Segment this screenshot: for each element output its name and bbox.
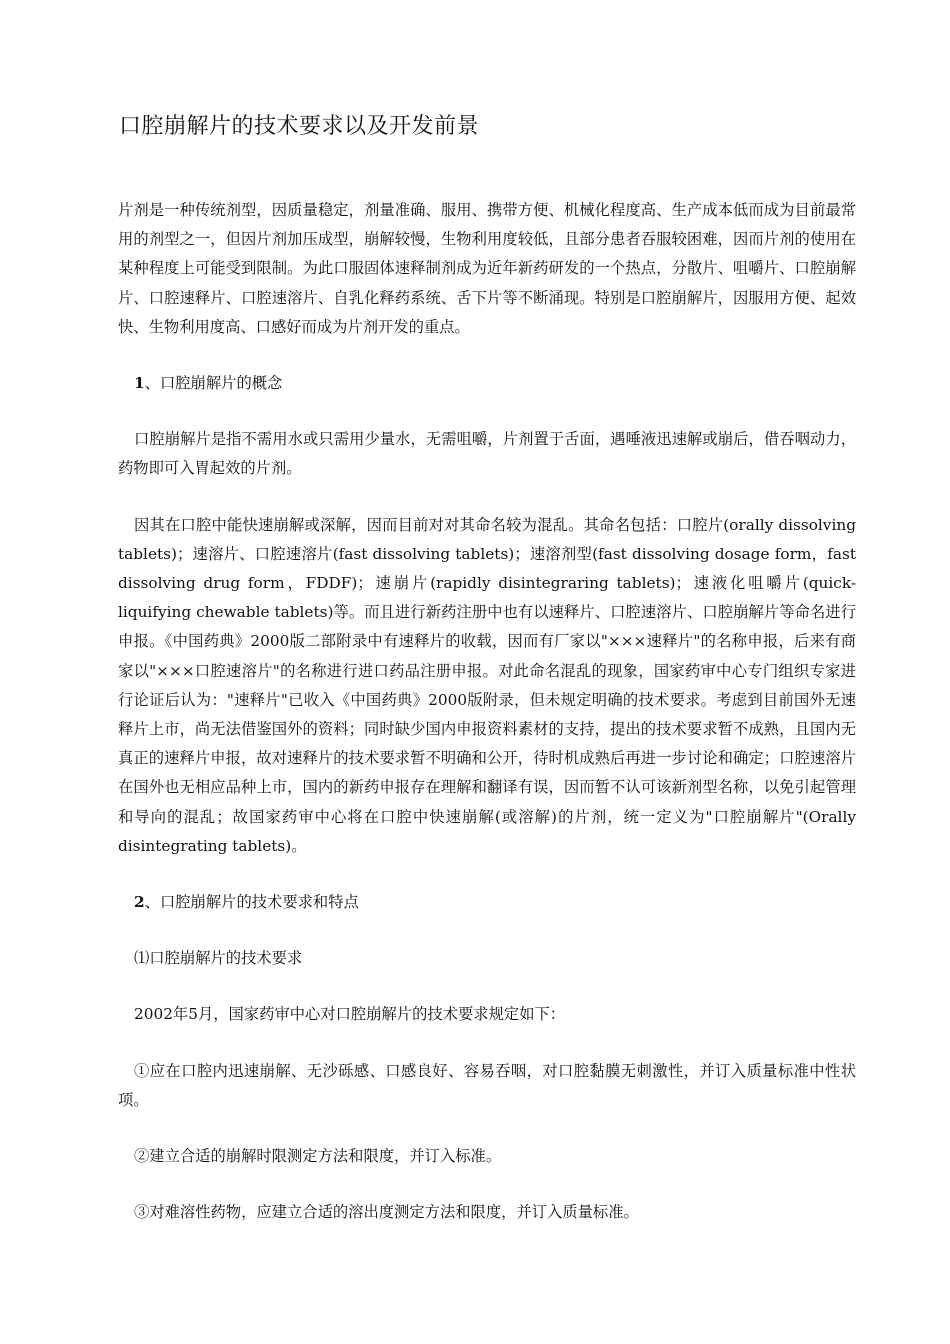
- section-1-paragraph-2: 因其在口腔中能快速崩解或深解，因而目前对对其命名较为混乱。其命名包括：口腔片(orally dissolving tablets)；速溶片、口腔速溶片(fast dissolving tablets)；速溶剂型(fast dissolving dosage form，fast dissolving drug form，FDDF)；速崩片(rapidly disintegraring tablets)；速液化咀嚼片(quick-liquifying chewable tablets)等。而且进行新药注册中也有以速释片、口腔速溶片、口腔崩解片等命名进行申报。《中国药典》2000版二部附录中有速释片的收载，因而有厂家以"×××速释片"的名称申报，后来有商家以"×××口腔速溶片"的名称进行进口药品注册申报。对此命名混乱的现象，国家药审中心专门组织专家进行论证后认为："速释片"已收入《中国药典》2000版附录，但未规定明确的技术要求。考虑到目前国外无速释片上市，尚无法借鉴国外的资料；同时缺少国内申报资料素材的支持，提出的技术要求暂不成熟，且国内无真正的速释片申报，故对速释片的技术要求暂不明确和公开，待时机成熟后再进一步讨论和确定；口腔速溶片在国外也无相应品种上市，国内的新药申报存在理解和翻译有误，因而暂不认可该新剂型名称，以免引起管理和导向的混乱；故国家药审中心将在口腔中快速崩解(或溶解)的片剂，统一定义为"口腔崩解片"(Orally disintegrating tablets)。: [118, 515, 856, 855]
- intro-paragraph: 片剂是一种传统剂型，因质量稳定，剂量准确、服用、携带方便、机械化程度高、生产成本低而成为目前最常用的剂型之一，但因片剂加压成型，崩解较慢，生物利用度较低，且部分患者吞服较困难，因而片剂的使用在某种程度上可能受到限制。为此口服固体速释制剂成为近年新药研发的一个热点，分散片、咀嚼片、口腔崩解片、口腔速释片、口腔速溶片、自乳化释药系统、舌下片等不断涌现。特别是口腔崩解片，因服用方便、起效快、生物利用度高、口感好而成为片剂开发的重点。: [118, 201, 856, 336]
- section-1-title: 、口腔崩解片的概念: [144, 374, 283, 393]
- section-1-number: 1: [134, 374, 145, 393]
- document-body: [118, 196, 856, 1254]
- requirement-3: ③对难溶性药物，应建立合适的溶出度测定方法和限度，并订入质量标准。: [134, 1203, 639, 1222]
- section-2-number: 2: [134, 893, 145, 912]
- document-title: 口腔崩解片的技术要求以及开发前景: [119, 114, 480, 139]
- section-2-date-paragraph: 2002年5月，国家药审中心对口腔崩解片的技术要求规定如下：: [134, 1005, 566, 1024]
- requirement-1: ①应在口腔内迅速崩解、无沙砾感、口感良好、容易吞咽，对口腔黏膜无刺激性，并订入质量标准中性状项。: [118, 1061, 856, 1109]
- section-1-paragraph-1: 口腔崩解片是指不需用水或只需用少量水，无需咀嚼，片剂置于舌面，遇唾液迅速解或崩后，借吞咽动力，药物即可入胃起效的片剂。: [118, 430, 856, 478]
- section-2-heading: [118, 888, 856, 917]
- requirement-2: ②建立合适的崩解时限测定方法和限度，并订入标准。: [134, 1147, 502, 1166]
- section-2-subheading-1: ⑴口腔崩解片的技术要求: [134, 949, 303, 968]
- section-2-title: 、口腔崩解片的技术要求和特点: [144, 893, 359, 912]
- section-1-heading: [118, 369, 856, 398]
